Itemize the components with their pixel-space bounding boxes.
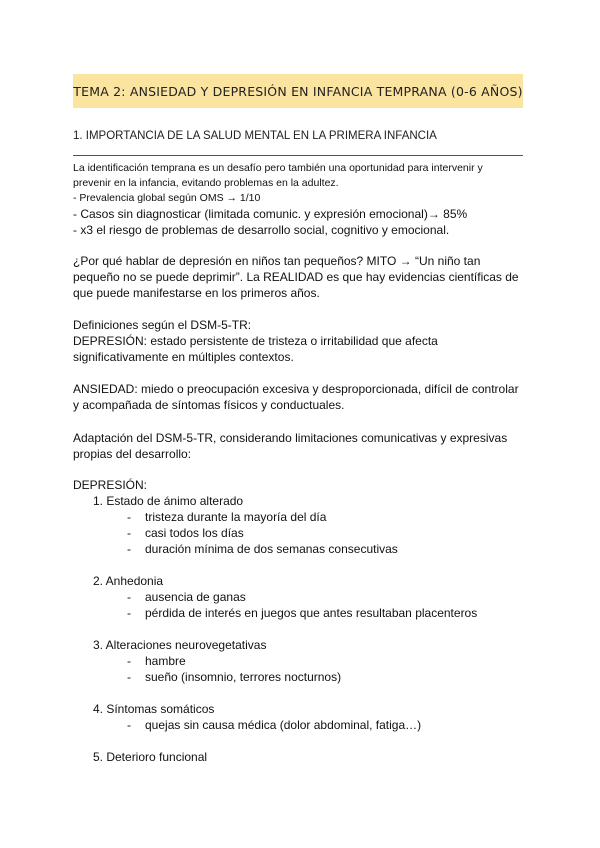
list-subitem: pérdida de interés en juegos que antes resultaban placenteros — [145, 606, 478, 620]
list-item: 5. Deterioro funcional — [93, 750, 208, 764]
list-dash: - — [127, 526, 131, 540]
list-subitem: sueño (insomnio, terrores nocturnos) — [145, 670, 342, 684]
myth-paragraph: pequeño no se puede deprimir”. La REALIDAD es que hay evidencias científicas de — [73, 270, 519, 284]
title-banner — [73, 74, 523, 108]
list-subitem: hambre — [145, 654, 186, 668]
list-dash: - — [127, 590, 131, 604]
depression-list-heading: DEPRESIÓN: — [73, 478, 148, 492]
list-item: 3. Alteraciones neurovegetativas — [93, 638, 267, 652]
undiagnosed-bullet: - Casos sin diagnosticar (limitada comunic. y expresión emocional)→ 85% — [73, 207, 468, 221]
intro-text: La identificación temprana es un desafío pero también una oportunidad para intervenir y — [73, 162, 483, 174]
list-dash: - — [127, 670, 131, 684]
list-subitem: quejas sin causa médica (dolor abdominal, fatiga…) — [145, 718, 422, 732]
list-subitem: tristeza durante la mayoría del día — [145, 510, 327, 524]
list-item: 4. Síntomas somáticos — [93, 702, 215, 716]
list-subitem: ausencia de ganas — [145, 590, 246, 604]
list-item: 2. Anhedonia — [93, 574, 164, 588]
definitions-heading: Definiciones según el DSM-5-TR: — [73, 318, 252, 332]
section-heading: 1. IMPORTANCIA DE LA SALUD MENTAL EN LA PRIMERA INFANCIA — [73, 130, 437, 142]
list-dash: - — [127, 510, 131, 524]
prevalence-bullet: - Prevalencia global según OMS → 1/10 — [73, 192, 261, 204]
list-item: 1. Estado de ánimo alterado — [93, 494, 244, 508]
anxiety-definition: ANSIEDAD: miedo o preocupación excesiva y desproporcionada, difícil de controlar — [73, 382, 519, 396]
list-dash: - — [127, 606, 131, 620]
list-dash: - — [127, 718, 131, 732]
section-divider — [73, 155, 523, 156]
myth-paragraph: ¿Por qué hablar de depresión en niños tan pequeños? MITO → “Un niño tan — [73, 254, 481, 268]
list-subitem: casi todos los días — [145, 526, 244, 540]
list-dash: - — [127, 654, 131, 668]
myth-paragraph: que puede manifestarse en los primeros años. — [73, 286, 320, 300]
list-dash: - — [127, 542, 131, 556]
adaptation-paragraph: propias del desarrollo: — [73, 447, 192, 461]
list-subitem: duración mínima de dos semanas consecutivas — [145, 542, 398, 556]
intro-text: prevenir en la infancia, evitando problemas en la adultez. — [73, 177, 339, 189]
depression-definition: significativamente en múltiples contextos. — [73, 350, 294, 364]
depression-definition: DEPRESIÓN: estado persistente de tristeza o irritabilidad que afecta — [73, 334, 438, 348]
anxiety-definition: y acompañada de síntomas físicos y conductuales. — [73, 398, 345, 412]
document-title: TEMA 2: ANSIEDAD Y DEPRESIÓN EN INFANCIA TEMPRANA (0-6 AÑOS) — [73, 83, 523, 99]
risk-bullet: - x3 el riesgo de problemas de desarrollo social, cognitivo y emocional. — [73, 223, 450, 237]
adaptation-paragraph: Adaptación del DSM-5-TR, considerando limitaciones comunicativas y expresivas — [73, 431, 508, 445]
